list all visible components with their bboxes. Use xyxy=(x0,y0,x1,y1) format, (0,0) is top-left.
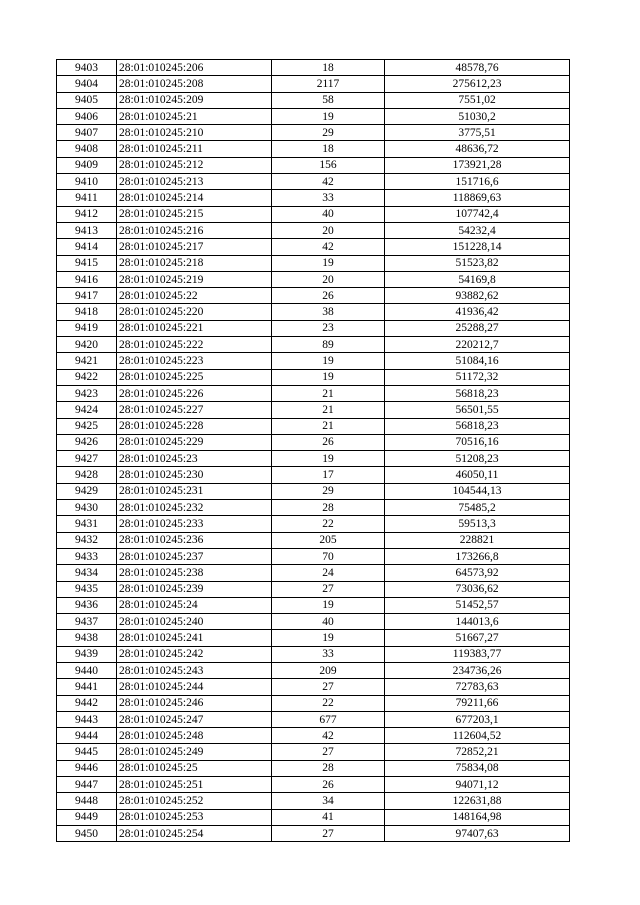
cadastral-number-cell: 28:01:010245:244 xyxy=(117,679,272,695)
value-cell: 56818,23 xyxy=(385,385,570,401)
row-number-cell: 9439 xyxy=(57,646,117,662)
cadastral-number-cell: 28:01:010245:215 xyxy=(117,206,272,222)
cadastral-number-cell: 28:01:010245:230 xyxy=(117,467,272,483)
area-cell: 27 xyxy=(272,744,385,760)
table-row xyxy=(57,60,570,76)
cadastral-table xyxy=(56,59,570,842)
area-cell: 58 xyxy=(272,92,385,108)
cadastral-number-cell: 28:01:010245:220 xyxy=(117,304,272,320)
table-row xyxy=(57,777,570,793)
row-number-cell: 9448 xyxy=(57,793,117,809)
row-number-cell: 9437 xyxy=(57,614,117,630)
area-cell: 22 xyxy=(272,516,385,532)
area-cell: 33 xyxy=(272,190,385,206)
table-row xyxy=(57,190,570,206)
value-cell: 51452,57 xyxy=(385,597,570,613)
row-number-cell: 9443 xyxy=(57,711,117,727)
table-row xyxy=(57,174,570,190)
area-cell: 70 xyxy=(272,548,385,564)
table-row xyxy=(57,157,570,173)
row-number-cell: 9404 xyxy=(57,76,117,92)
table-row xyxy=(57,222,570,238)
table-row xyxy=(57,92,570,108)
table-row xyxy=(57,451,570,467)
table-row xyxy=(57,141,570,157)
area-cell: 28 xyxy=(272,500,385,516)
row-number-cell: 9426 xyxy=(57,434,117,450)
cadastral-number-cell: 28:01:010245:209 xyxy=(117,92,272,108)
area-cell: 19 xyxy=(272,451,385,467)
value-cell: 275612,23 xyxy=(385,76,570,92)
value-cell: 79211,66 xyxy=(385,695,570,711)
cadastral-number-cell: 28:01:010245:25 xyxy=(117,760,272,776)
area-cell: 18 xyxy=(272,141,385,157)
row-number-cell: 9441 xyxy=(57,679,117,695)
table-row xyxy=(57,565,570,581)
row-number-cell: 9427 xyxy=(57,451,117,467)
table-row xyxy=(57,630,570,646)
row-number-cell: 9417 xyxy=(57,288,117,304)
table-row xyxy=(57,744,570,760)
table-row xyxy=(57,679,570,695)
area-cell: 19 xyxy=(272,369,385,385)
area-cell: 40 xyxy=(272,206,385,222)
table-row xyxy=(57,711,570,727)
row-number-cell: 9446 xyxy=(57,760,117,776)
value-cell: 54169,8 xyxy=(385,271,570,287)
cadastral-number-cell: 28:01:010245:24 xyxy=(117,597,272,613)
cadastral-number-cell: 28:01:010245:249 xyxy=(117,744,272,760)
value-cell: 75485,2 xyxy=(385,500,570,516)
value-cell: 118869,63 xyxy=(385,190,570,206)
row-number-cell: 9425 xyxy=(57,418,117,434)
row-number-cell: 9411 xyxy=(57,190,117,206)
area-cell: 21 xyxy=(272,385,385,401)
area-cell: 33 xyxy=(272,646,385,662)
value-cell: 104544,13 xyxy=(385,483,570,499)
value-cell: 173266,8 xyxy=(385,548,570,564)
value-cell: 173921,28 xyxy=(385,157,570,173)
cadastral-number-cell: 28:01:010245:211 xyxy=(117,141,272,157)
area-cell: 156 xyxy=(272,157,385,173)
area-cell: 26 xyxy=(272,288,385,304)
table-row xyxy=(57,337,570,353)
row-number-cell: 9407 xyxy=(57,125,117,141)
value-cell: 73036,62 xyxy=(385,581,570,597)
cadastral-number-cell: 28:01:010245:232 xyxy=(117,500,272,516)
table-row xyxy=(57,206,570,222)
cadastral-number-cell: 28:01:010245:225 xyxy=(117,369,272,385)
table-row xyxy=(57,255,570,271)
cadastral-number-cell: 28:01:010245:212 xyxy=(117,157,272,173)
row-number-cell: 9431 xyxy=(57,516,117,532)
value-cell: 112604,52 xyxy=(385,728,570,744)
value-cell: 72783,63 xyxy=(385,679,570,695)
area-cell: 40 xyxy=(272,614,385,630)
area-cell: 19 xyxy=(272,597,385,613)
table-row xyxy=(57,516,570,532)
area-cell: 23 xyxy=(272,320,385,336)
area-cell: 20 xyxy=(272,222,385,238)
cadastral-number-cell: 28:01:010245:22 xyxy=(117,288,272,304)
area-cell: 677 xyxy=(272,711,385,727)
value-cell: 48636,72 xyxy=(385,141,570,157)
row-number-cell: 9409 xyxy=(57,157,117,173)
cadastral-number-cell: 28:01:010245:238 xyxy=(117,565,272,581)
value-cell: 94071,12 xyxy=(385,777,570,793)
area-cell: 42 xyxy=(272,728,385,744)
value-cell: 144013,6 xyxy=(385,614,570,630)
area-cell: 17 xyxy=(272,467,385,483)
table-row xyxy=(57,385,570,401)
area-cell: 205 xyxy=(272,532,385,548)
area-cell: 24 xyxy=(272,565,385,581)
area-cell: 27 xyxy=(272,581,385,597)
row-number-cell: 9445 xyxy=(57,744,117,760)
row-number-cell: 9433 xyxy=(57,548,117,564)
table-row xyxy=(57,76,570,92)
cadastral-number-cell: 28:01:010245:242 xyxy=(117,646,272,662)
cadastral-number-cell: 28:01:010245:208 xyxy=(117,76,272,92)
row-number-cell: 9447 xyxy=(57,777,117,793)
value-cell: 51172,32 xyxy=(385,369,570,385)
cadastral-number-cell: 28:01:010245:218 xyxy=(117,255,272,271)
area-cell: 26 xyxy=(272,777,385,793)
row-number-cell: 9442 xyxy=(57,695,117,711)
cadastral-number-cell: 28:01:010245:223 xyxy=(117,353,272,369)
cadastral-number-cell: 28:01:010245:21 xyxy=(117,108,272,124)
value-cell: 677203,1 xyxy=(385,711,570,727)
cadastral-number-cell: 28:01:010245:236 xyxy=(117,532,272,548)
value-cell: 93882,62 xyxy=(385,288,570,304)
table-row xyxy=(57,809,570,825)
area-cell: 29 xyxy=(272,483,385,499)
table-row xyxy=(57,581,570,597)
table-row xyxy=(57,353,570,369)
cadastral-number-cell: 28:01:010245:237 xyxy=(117,548,272,564)
table-row xyxy=(57,614,570,630)
table-row xyxy=(57,467,570,483)
value-cell: 151716,6 xyxy=(385,174,570,190)
row-number-cell: 9436 xyxy=(57,597,117,613)
row-number-cell: 9416 xyxy=(57,271,117,287)
value-cell: 41936,42 xyxy=(385,304,570,320)
area-cell: 27 xyxy=(272,679,385,695)
table-row xyxy=(57,418,570,434)
area-cell: 18 xyxy=(272,60,385,76)
table-row xyxy=(57,548,570,564)
value-cell: 228821 xyxy=(385,532,570,548)
table-row xyxy=(57,825,570,841)
table-row xyxy=(57,369,570,385)
row-number-cell: 9414 xyxy=(57,239,117,255)
row-number-cell: 9410 xyxy=(57,174,117,190)
value-cell: 122631,88 xyxy=(385,793,570,809)
row-number-cell: 9429 xyxy=(57,483,117,499)
value-cell: 234736,26 xyxy=(385,662,570,678)
value-cell: 3775,51 xyxy=(385,125,570,141)
value-cell: 72852,21 xyxy=(385,744,570,760)
cadastral-number-cell: 28:01:010245:231 xyxy=(117,483,272,499)
cadastral-number-cell: 28:01:010245:227 xyxy=(117,402,272,418)
area-cell: 28 xyxy=(272,760,385,776)
area-cell: 27 xyxy=(272,825,385,841)
cadastral-number-cell: 28:01:010245:219 xyxy=(117,271,272,287)
row-number-cell: 9438 xyxy=(57,630,117,646)
value-cell: 51030,2 xyxy=(385,108,570,124)
table-row xyxy=(57,288,570,304)
cadastral-number-cell: 28:01:010245:241 xyxy=(117,630,272,646)
area-cell: 20 xyxy=(272,271,385,287)
value-cell: 51523,82 xyxy=(385,255,570,271)
area-cell: 2117 xyxy=(272,76,385,92)
row-number-cell: 9450 xyxy=(57,825,117,841)
row-number-cell: 9419 xyxy=(57,320,117,336)
table-row xyxy=(57,532,570,548)
table-row xyxy=(57,646,570,662)
table-row xyxy=(57,304,570,320)
area-cell: 41 xyxy=(272,809,385,825)
value-cell: 75834,08 xyxy=(385,760,570,776)
cadastral-number-cell: 28:01:010245:251 xyxy=(117,777,272,793)
row-number-cell: 9428 xyxy=(57,467,117,483)
row-number-cell: 9423 xyxy=(57,385,117,401)
value-cell: 97407,63 xyxy=(385,825,570,841)
area-cell: 19 xyxy=(272,630,385,646)
value-cell: 220212,7 xyxy=(385,337,570,353)
row-number-cell: 9406 xyxy=(57,108,117,124)
table-row xyxy=(57,793,570,809)
cadastral-number-cell: 28:01:010245:233 xyxy=(117,516,272,532)
value-cell: 59513,3 xyxy=(385,516,570,532)
table-row xyxy=(57,597,570,613)
value-cell: 25288,27 xyxy=(385,320,570,336)
row-number-cell: 9440 xyxy=(57,662,117,678)
row-number-cell: 9420 xyxy=(57,337,117,353)
table-row xyxy=(57,500,570,516)
value-cell: 48578,76 xyxy=(385,60,570,76)
cadastral-number-cell: 28:01:010245:248 xyxy=(117,728,272,744)
row-number-cell: 9424 xyxy=(57,402,117,418)
cadastral-number-cell: 28:01:010245:214 xyxy=(117,190,272,206)
row-number-cell: 9418 xyxy=(57,304,117,320)
cadastral-number-cell: 28:01:010245:229 xyxy=(117,434,272,450)
table-row xyxy=(57,695,570,711)
value-cell: 51084,16 xyxy=(385,353,570,369)
cadastral-number-cell: 28:01:010245:23 xyxy=(117,451,272,467)
value-cell: 51208,23 xyxy=(385,451,570,467)
cadastral-number-cell: 28:01:010245:252 xyxy=(117,793,272,809)
area-cell: 26 xyxy=(272,434,385,450)
area-cell: 209 xyxy=(272,662,385,678)
area-cell: 34 xyxy=(272,793,385,809)
cadastral-number-cell: 28:01:010245:210 xyxy=(117,125,272,141)
cadastral-number-cell: 28:01:010245:239 xyxy=(117,581,272,597)
area-cell: 21 xyxy=(272,418,385,434)
row-number-cell: 9405 xyxy=(57,92,117,108)
cadastral-number-cell: 28:01:010245:254 xyxy=(117,825,272,841)
row-number-cell: 9432 xyxy=(57,532,117,548)
row-number-cell: 9449 xyxy=(57,809,117,825)
cadastral-number-cell: 28:01:010245:240 xyxy=(117,614,272,630)
table-row xyxy=(57,662,570,678)
row-number-cell: 9444 xyxy=(57,728,117,744)
row-number-cell: 9435 xyxy=(57,581,117,597)
area-cell: 19 xyxy=(272,108,385,124)
row-number-cell: 9422 xyxy=(57,369,117,385)
cadastral-number-cell: 28:01:010245:246 xyxy=(117,695,272,711)
value-cell: 56818,23 xyxy=(385,418,570,434)
row-number-cell: 9421 xyxy=(57,353,117,369)
area-cell: 21 xyxy=(272,402,385,418)
area-cell: 89 xyxy=(272,337,385,353)
table-row xyxy=(57,320,570,336)
value-cell: 148164,98 xyxy=(385,809,570,825)
row-number-cell: 9430 xyxy=(57,500,117,516)
row-number-cell: 9412 xyxy=(57,206,117,222)
cadastral-number-cell: 28:01:010245:222 xyxy=(117,337,272,353)
cadastral-number-cell: 28:01:010245:216 xyxy=(117,222,272,238)
area-cell: 22 xyxy=(272,695,385,711)
cadastral-number-cell: 28:01:010245:226 xyxy=(117,385,272,401)
area-cell: 42 xyxy=(272,174,385,190)
cadastral-number-cell: 28:01:010245:253 xyxy=(117,809,272,825)
table-row xyxy=(57,108,570,124)
row-number-cell: 9413 xyxy=(57,222,117,238)
value-cell: 51667,27 xyxy=(385,630,570,646)
cadastral-number-cell: 28:01:010245:206 xyxy=(117,60,272,76)
cadastral-number-cell: 28:01:010245:221 xyxy=(117,320,272,336)
value-cell: 7551,02 xyxy=(385,92,570,108)
area-cell: 19 xyxy=(272,255,385,271)
value-cell: 107742,4 xyxy=(385,206,570,222)
table-row xyxy=(57,760,570,776)
table-body xyxy=(57,60,570,842)
value-cell: 119383,77 xyxy=(385,646,570,662)
table-row xyxy=(57,728,570,744)
table-row xyxy=(57,434,570,450)
row-number-cell: 9434 xyxy=(57,565,117,581)
table-row xyxy=(57,125,570,141)
row-number-cell: 9408 xyxy=(57,141,117,157)
value-cell: 64573,92 xyxy=(385,565,570,581)
area-cell: 38 xyxy=(272,304,385,320)
table-row xyxy=(57,402,570,418)
area-cell: 19 xyxy=(272,353,385,369)
cadastral-number-cell: 28:01:010245:247 xyxy=(117,711,272,727)
area-cell: 42 xyxy=(272,239,385,255)
table-row xyxy=(57,271,570,287)
value-cell: 70516,16 xyxy=(385,434,570,450)
table-row xyxy=(57,483,570,499)
area-cell: 29 xyxy=(272,125,385,141)
cadastral-number-cell: 28:01:010245:228 xyxy=(117,418,272,434)
cadastral-number-cell: 28:01:010245:213 xyxy=(117,174,272,190)
row-number-cell: 9415 xyxy=(57,255,117,271)
cadastral-number-cell: 28:01:010245:243 xyxy=(117,662,272,678)
row-number-cell: 9403 xyxy=(57,60,117,76)
value-cell: 54232,4 xyxy=(385,222,570,238)
cadastral-number-cell: 28:01:010245:217 xyxy=(117,239,272,255)
table-row xyxy=(57,239,570,255)
value-cell: 151228,14 xyxy=(385,239,570,255)
value-cell: 46050,11 xyxy=(385,467,570,483)
value-cell: 56501,55 xyxy=(385,402,570,418)
